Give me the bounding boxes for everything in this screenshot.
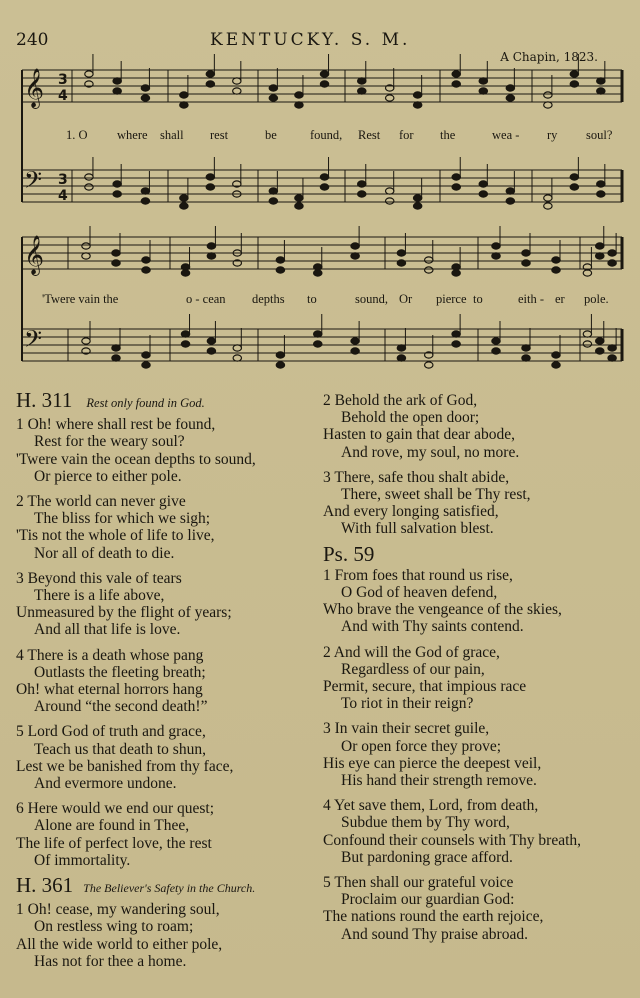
note-head <box>452 341 460 347</box>
stanza <box>16 901 316 970</box>
text-column-right <box>323 392 623 951</box>
stanza-line: And rove, my soul, no more. <box>341 443 520 461</box>
stanza-line: Confound their counsels with Thy breath, <box>323 831 582 849</box>
note-head <box>269 198 277 204</box>
note-head <box>142 362 150 368</box>
stanza-line: Oh! what eternal horrors hang <box>16 681 203 699</box>
note-head <box>522 355 530 361</box>
note-head <box>506 198 514 204</box>
note-head <box>413 92 421 98</box>
note-head <box>358 88 366 94</box>
stanza-line: The life of perfect love, the rest <box>16 834 212 852</box>
stanza-line: There, sweet shall be Thy rest, <box>341 486 531 504</box>
note-head <box>320 184 328 190</box>
hymn-subtitle: The Believer's Safety in the Church. <box>83 881 256 896</box>
stanza-line: 'Tis not the whole of life to live, <box>16 527 215 545</box>
note-head <box>386 198 394 204</box>
lyric-syllable: eith - <box>518 292 545 306</box>
note-head <box>233 355 241 361</box>
note-head <box>113 191 121 197</box>
note-head <box>269 188 277 194</box>
note-head <box>314 331 322 337</box>
stanza-line: 2 The world can never give <box>16 493 186 511</box>
note-head <box>295 102 303 108</box>
note-head <box>425 257 433 263</box>
note-head <box>452 184 460 190</box>
stanza-line: And every longing satisfied, <box>323 503 499 521</box>
note-head <box>85 174 93 180</box>
stanza-line: 1 From foes that round us rise, <box>323 566 513 584</box>
note-head <box>479 88 487 94</box>
lyric-syllable: for <box>399 128 414 142</box>
bass-clef-icon: 𝄢 <box>24 166 43 199</box>
note-head <box>112 355 120 361</box>
stanza-line: 2 And will the God of grace, <box>323 643 500 661</box>
lyric-syllable: 1. O <box>66 128 88 142</box>
note-head <box>597 88 605 94</box>
note-head <box>479 78 487 84</box>
stanza <box>16 570 316 639</box>
lyric-syllable: depths <box>252 292 285 306</box>
note-head <box>181 264 189 270</box>
note-head <box>544 195 552 201</box>
stanza-line: 'Twere vain the ocean depths to sound, <box>16 450 256 468</box>
note-head <box>583 331 591 337</box>
stanza-line: All the wide world to either pole, <box>16 935 223 953</box>
note-head <box>85 184 93 190</box>
hymn-number: H. 311 <box>16 388 73 412</box>
lyric-syllable: o - cean <box>186 292 226 306</box>
time-signature: 3 <box>58 172 68 188</box>
lyric-syllable: pierce <box>436 292 467 306</box>
note-head <box>413 102 421 108</box>
note-head <box>425 267 433 273</box>
ps-59-stanzas <box>323 567 623 943</box>
note-head <box>596 338 604 344</box>
hymn-361-heading <box>16 873 316 898</box>
note-head <box>351 253 359 259</box>
note-head <box>570 174 578 180</box>
composer-credit: A Chapin, 1823. <box>500 50 598 64</box>
hymn-number: H. 361 <box>16 873 74 898</box>
note-head <box>386 95 394 101</box>
lyric-syllable: pole. <box>584 292 609 306</box>
lyric-syllable: the <box>440 128 456 142</box>
lyric-syllable: wea - <box>492 128 520 142</box>
note-head <box>112 260 120 266</box>
note-head <box>570 81 578 87</box>
note-head <box>351 338 359 344</box>
note-head <box>181 270 189 276</box>
note-head <box>552 267 560 273</box>
time-signature: 4 <box>58 188 68 204</box>
note-head <box>314 264 322 270</box>
note-head <box>180 102 188 108</box>
note-head <box>180 203 188 209</box>
lyric-syllable: found, <box>310 128 343 142</box>
note-head <box>181 331 189 337</box>
note-head <box>180 92 188 98</box>
stanza-line: Rest for the weary soul? <box>34 433 185 451</box>
note-head <box>397 250 405 256</box>
note-head <box>358 181 366 187</box>
note-head <box>597 181 605 187</box>
stanza <box>16 647 316 716</box>
lyric-syllable: to <box>307 292 317 306</box>
note-head <box>413 203 421 209</box>
stanza-line: And all that life is love. <box>34 621 181 639</box>
lyric-syllable: be <box>265 128 277 142</box>
stanza <box>323 567 623 636</box>
note-head <box>570 71 578 77</box>
note-head <box>142 257 150 263</box>
note-head <box>207 253 215 259</box>
note-head <box>492 338 500 344</box>
stanza-line: Subdue them by Thy word, <box>341 814 510 832</box>
stanza-line: 4 There is a death whose pang <box>16 646 204 664</box>
hymn-311-heading <box>16 388 316 412</box>
note-head <box>608 355 616 361</box>
text-column-left <box>16 388 316 978</box>
note-head <box>314 341 322 347</box>
stanza-line: But pardoning grace afford. <box>341 848 513 866</box>
note-head <box>397 355 405 361</box>
stanza-line: 3 There, safe thou shalt abide, <box>323 468 510 486</box>
ps-59-heading <box>323 541 623 566</box>
hymn-361-stanzas-cont <box>323 392 623 538</box>
note-head <box>522 250 530 256</box>
stanza-line: And sound Thy praise abroad. <box>341 925 528 943</box>
stanza-line: On restless wing to roam; <box>34 918 194 936</box>
note-head <box>492 243 500 249</box>
stanza-line: Lest we be banished from thy face, <box>16 757 234 775</box>
lyric-syllable: er <box>555 292 565 306</box>
note-head <box>276 352 284 358</box>
stanza-line: 4 Yet save them, Lord, from death, <box>323 797 539 815</box>
lyric-syllable: where <box>117 128 148 142</box>
hymn-361-stanzas <box>16 901 316 970</box>
note-head <box>233 78 241 84</box>
stanza-line: Who brave the vengeance of the skies, <box>323 601 562 619</box>
note-head <box>233 345 241 351</box>
note-head <box>142 352 150 358</box>
note-head <box>397 345 405 351</box>
stanza-line: Around “the second death!” <box>34 698 208 716</box>
note-head <box>452 331 460 337</box>
lyric-syllable: rest <box>210 128 229 142</box>
note-head <box>413 195 421 201</box>
stanza-line: Teach us that death to shun, <box>34 740 206 758</box>
treble-clef-icon: 𝄞 <box>24 235 45 275</box>
stanza-line: 3 Beyond this vale of tears <box>16 569 182 587</box>
stanza-line: 1 Oh! cease, my wandering soul, <box>16 901 220 919</box>
note-head <box>112 250 120 256</box>
stanza-line: Regardless of our pain, <box>341 660 485 678</box>
note-head <box>479 181 487 187</box>
note-head <box>386 188 394 194</box>
lyrics-line-1 <box>66 128 613 142</box>
stanza-line: Proclaim our guardian God: <box>341 891 515 909</box>
stanza-line: The nations round the earth rejoice, <box>323 908 544 926</box>
psalm-number: Ps. 59 <box>323 541 375 566</box>
stanza <box>323 469 623 538</box>
note-head <box>320 174 328 180</box>
stanza <box>16 416 316 485</box>
stanza-line: And evermore undone. <box>34 775 177 793</box>
note-head <box>206 184 214 190</box>
note-head <box>112 345 120 351</box>
note-head <box>314 270 322 276</box>
page-number: 240 <box>16 30 49 50</box>
note-head <box>522 260 530 266</box>
note-head <box>82 338 90 344</box>
stanza-line: Unmeasured by the flight of years; <box>16 604 232 622</box>
note-head <box>141 85 149 91</box>
lyrics-line-2 <box>42 292 609 306</box>
stanza-line: Alone are found in Thee, <box>34 817 190 835</box>
note-head <box>82 253 90 259</box>
hymn-subtitle: Rest only found in God. <box>86 396 205 410</box>
note-head <box>596 348 604 354</box>
note-head <box>452 174 460 180</box>
stanza <box>16 723 316 792</box>
note-head <box>506 95 514 101</box>
stanza-line: 5 Lord God of truth and grace, <box>16 723 206 741</box>
note-head <box>597 78 605 84</box>
tune-title: KENTUCKY. S. M. <box>210 30 411 50</box>
stanza-line: The bliss for which we sigh; <box>34 510 211 528</box>
note-head <box>113 78 121 84</box>
stanza-line: 5 Then shall our grateful voice <box>323 874 514 892</box>
note-head <box>207 338 215 344</box>
note-head <box>295 195 303 201</box>
note-head <box>452 81 460 87</box>
stanza-line: Behold the open door; <box>341 409 480 427</box>
note-head <box>358 78 366 84</box>
note-head <box>113 181 121 187</box>
stanza <box>323 644 623 713</box>
note-head <box>320 81 328 87</box>
note-head <box>206 81 214 87</box>
note-head <box>141 198 149 204</box>
lyric-syllable: 'Twere vain the <box>42 292 119 306</box>
lyric-syllable: shall <box>160 128 184 142</box>
note-head <box>206 174 214 180</box>
stanza-line: To riot in their reign? <box>341 695 474 713</box>
note-head <box>479 191 487 197</box>
music-score <box>0 0 640 392</box>
note-head <box>82 243 90 249</box>
note-head <box>207 243 215 249</box>
stanza <box>16 493 316 562</box>
stanza <box>16 800 316 869</box>
stanza-line: Outlasts the fleeting breath; <box>34 663 206 681</box>
lyric-syllable: Rest <box>358 128 381 142</box>
lyric-syllable: Or <box>399 292 413 306</box>
note-head <box>276 257 284 263</box>
note-head <box>180 195 188 201</box>
lyric-syllable: to <box>473 292 483 306</box>
note-head <box>295 203 303 209</box>
note-head <box>320 71 328 77</box>
note-head <box>596 253 604 259</box>
stanza-line: Nor all of death to die. <box>34 544 175 562</box>
note-head <box>351 348 359 354</box>
note-head <box>425 362 433 368</box>
note-head <box>608 250 616 256</box>
stanza-line: Has not for thee a home. <box>34 952 187 970</box>
stanza-line: O God of heaven defend, <box>341 584 498 602</box>
note-head <box>544 92 552 98</box>
note-head <box>522 345 530 351</box>
hymn-311-stanzas <box>16 416 316 869</box>
note-head <box>597 191 605 197</box>
bass-clef-icon: 𝄢 <box>24 325 43 358</box>
note-head <box>544 102 552 108</box>
note-head <box>397 260 405 266</box>
note-head <box>207 348 215 354</box>
note-head <box>596 243 604 249</box>
note-head <box>85 71 93 77</box>
note-head <box>269 85 277 91</box>
stanza-line: Or pierce to either pole. <box>34 467 182 485</box>
note-head <box>552 362 560 368</box>
stanza-line: With full salvation blest. <box>341 520 494 538</box>
stanza <box>323 720 623 789</box>
stanza <box>323 874 623 943</box>
note-head <box>608 345 616 351</box>
stanza-line: 6 Here would we end our quest; <box>16 800 215 818</box>
note-head <box>351 243 359 249</box>
note-head <box>608 260 616 266</box>
note-head <box>583 270 591 276</box>
stanza-line: Hasten to gain that dear abode, <box>323 426 515 444</box>
note-head <box>552 257 560 263</box>
note-head <box>452 270 460 276</box>
stanza-line: 2 Behold the ark of God, <box>323 392 478 409</box>
stanza-line: And with Thy saints contend. <box>341 618 524 636</box>
note-head <box>506 188 514 194</box>
note-head <box>358 191 366 197</box>
note-head <box>506 85 514 91</box>
treble-clef-icon: 𝄞 <box>24 68 45 108</box>
note-head <box>544 203 552 209</box>
note-head <box>583 341 591 347</box>
note-head <box>206 71 214 77</box>
note-head <box>113 88 121 94</box>
lyric-syllable: ry <box>547 128 558 142</box>
note-head <box>452 264 460 270</box>
stanza <box>323 797 623 866</box>
note-head <box>492 253 500 259</box>
note-head <box>295 92 303 98</box>
stanza-line: 1 Oh! where shall rest be found, <box>16 416 216 434</box>
time-signature: 3 <box>58 72 68 88</box>
note-head <box>452 71 460 77</box>
lyric-syllable: soul? <box>586 128 613 142</box>
stanza-line: 3 In vain their secret guile, <box>323 720 490 738</box>
note-head <box>492 348 500 354</box>
note-head <box>142 267 150 273</box>
stanza-line: There is a life above, <box>34 587 165 605</box>
note-head <box>276 362 284 368</box>
stanza-line: His hand their strength remove. <box>341 772 537 790</box>
note-head <box>233 88 241 94</box>
stanza-line: Or open force they prove; <box>341 737 502 755</box>
stanza <box>323 392 623 461</box>
note-head <box>276 267 284 273</box>
note-head <box>141 95 149 101</box>
stanza-line: Permit, secure, that impious race <box>323 678 527 696</box>
note-head <box>570 184 578 190</box>
note-head <box>552 352 560 358</box>
note-head <box>269 95 277 101</box>
note-head <box>141 188 149 194</box>
stanza-line: Of immortality. <box>34 851 131 869</box>
stanza-line: His eye can pierce the deepest veil, <box>323 754 542 772</box>
lyric-syllable: sound, <box>355 292 388 306</box>
note-head <box>181 341 189 347</box>
time-signature: 4 <box>58 88 68 104</box>
